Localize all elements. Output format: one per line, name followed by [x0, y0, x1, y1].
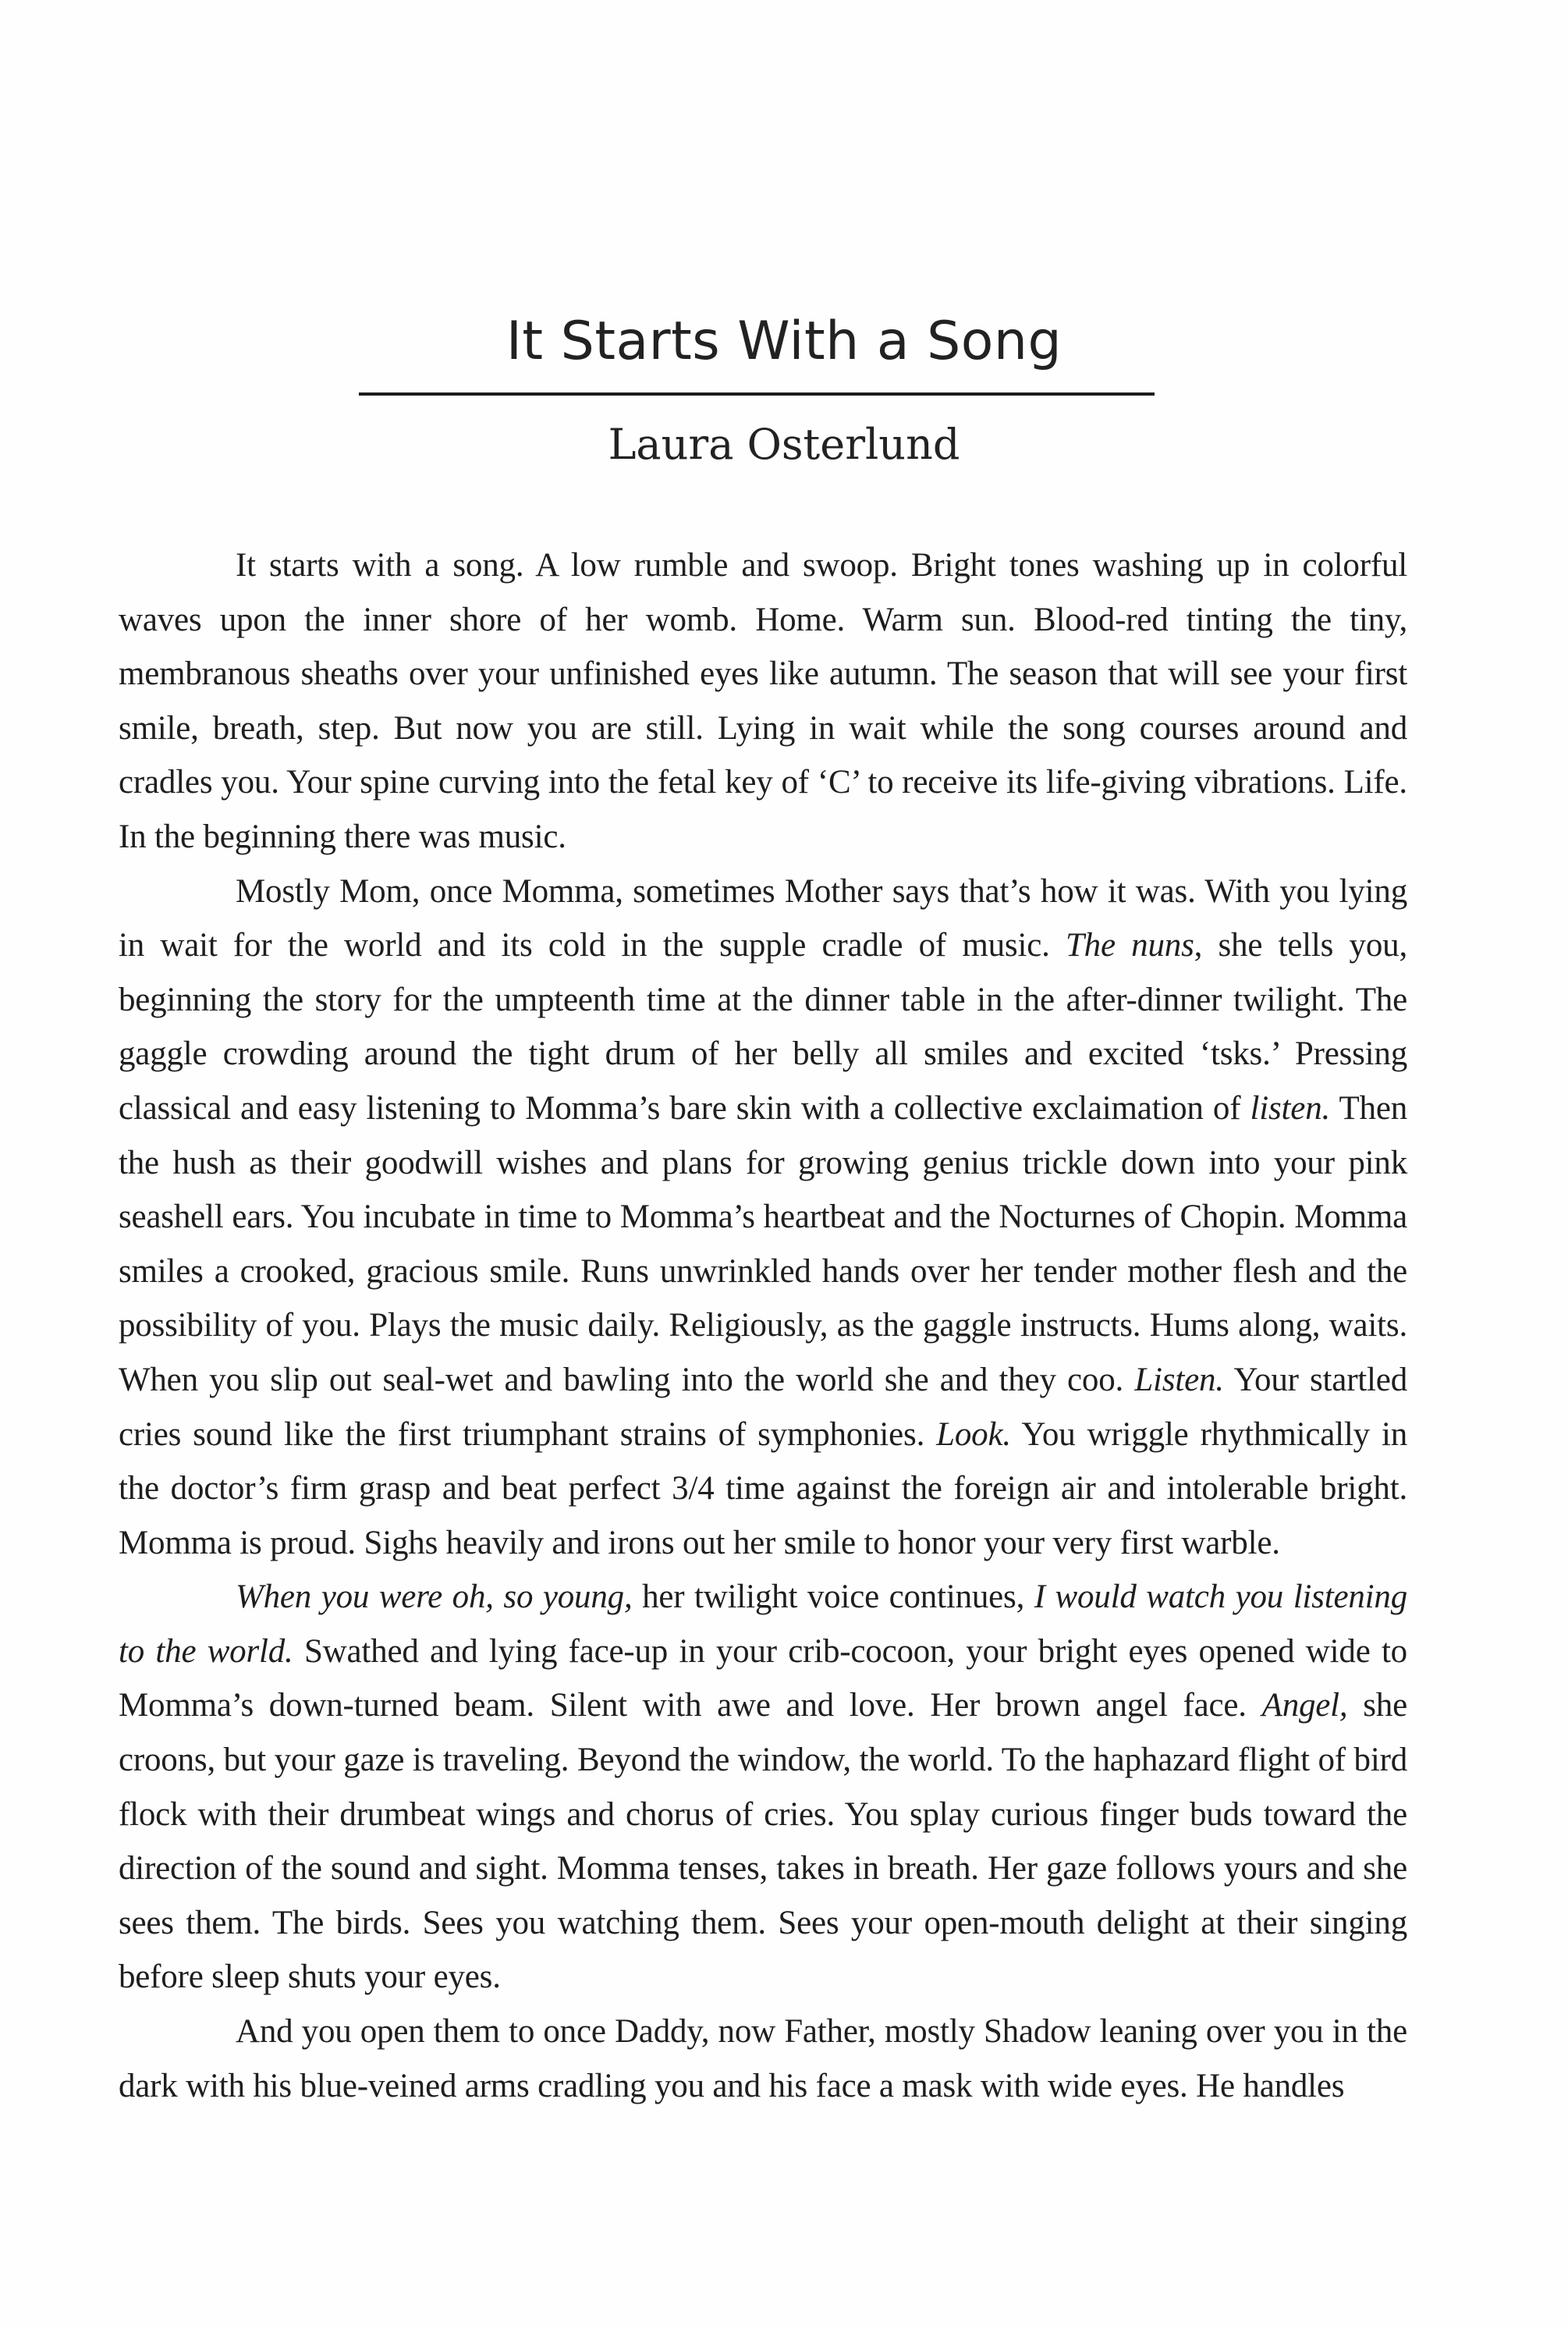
italic-run: When you were oh, so young, — [236, 1578, 633, 1616]
story-paragraph — [119, 865, 1407, 1571]
title-divider — [359, 392, 1155, 396]
text-run: Mostly Mom, once Momma, sometimes Mother says that’s how it was. With you lying in wait for the world and its cold in the supple cradle of music. — [119, 872, 1407, 964]
text-run: And you open them to once Daddy, now Father, mostly Shadow leaning over you in the dark with his blue-veined arms cradling you and his face a mask with wide eyes. He handles — [119, 2013, 1407, 2104]
italic-run: Look. — [936, 1415, 1011, 1453]
text-run: Your startled cries sound like the first triumphant strains of symphonies. — [119, 1361, 1407, 1453]
italic-run: Listen. — [1134, 1361, 1224, 1398]
text-run: Swathed and lying face-up in your crib-cocoon, your bright eyes opened wide to Momma’s down-turned beam. Silent with awe and love. Her brown angel face. — [119, 1632, 1407, 1724]
italic-run: listen. — [1250, 1089, 1331, 1127]
text-run: You wriggle rhythmically in the doctor’s firm grasp and beat perfect 3/4 time against the foreign air and intolerable bright. Momma is proud. Sighs heavily and irons out her smile to honor your very first warble. — [119, 1415, 1407, 1561]
italic-run: The nuns — [1065, 927, 1194, 964]
document-title: It Starts With a Song — [506, 311, 1062, 372]
italic-run: I would watch you listening to the world. — [119, 1578, 1407, 1670]
story-paragraph — [119, 2005, 1407, 2113]
story-paragraph — [119, 1570, 1407, 2005]
story-body — [119, 538, 1407, 2113]
italic-run: Angel, — [1261, 1687, 1348, 1724]
text-run: she croons, but your gaze is traveling. Beyond the window, the world. To the haphazard flight of bird flock with their drumbeat wings and chorus of cries. You splay curious finger buds toward the direction of the sound and sight. Momma tenses, takes in breath. Her gaze follows yours and she sees them. The birds. Sees you watching them. Sees your open-mouth delight at their singing before sleep shuts your eyes. — [119, 1687, 1407, 1996]
text-run: Then the hush as their goodwill wishes and plans for growing genius trickle down into your pink seashell ears. You incubate in time to Momma’s heartbeat and the Nocturnes of Chopin. Momma smiles a crooked, gracious smile. Runs unwrinkled hands over her tender mother flesh and the possibility of you. Plays the music daily. Religiously, as the gaggle instructs. Hums along, waits. When you slip out seal-wet and bawling into the world she and they coo. — [119, 1089, 1408, 1398]
text-run: her twilight voice continues, — [632, 1578, 1034, 1616]
text-run: , she tells you, beginning the story for the umpteenth time at the dinner table in the after-dinner twilight. The gaggle crowding around the tight drum of her belly all smiles and excited ‘tsks.’ Pressing classical and easy listening to Momma’s bare skin with a collective exclaimation of — [119, 927, 1407, 1127]
author-name: Laura Osterlund — [608, 420, 960, 469]
text-run: It starts with a song. A low rumble and swoop. Bright tones washing up in colorful waves upon the inner shore of her womb. Home. Warm sun. Blood-red tinting the tiny, membranous sheaths over your unfinished eyes like autumn. The season that will see your first smile, breath, step. But now you are still. Lying in wait while the song courses around and cradles you. Your spine curving into the fetal key of ‘C’ to receive its life-giving vibrations. Life. In the beginning there was music. — [119, 547, 1407, 855]
story-paragraph — [119, 538, 1407, 865]
